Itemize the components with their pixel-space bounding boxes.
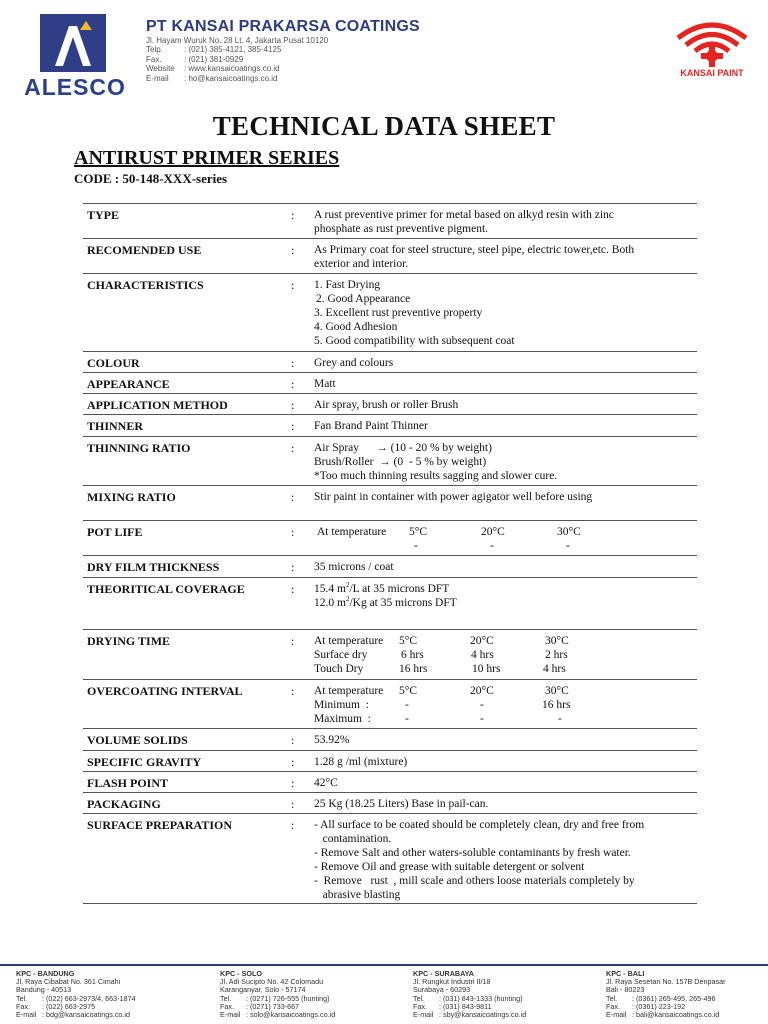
temp-header: At temperature 5°C 20°C 30°C [317, 526, 581, 538]
company-website: Website : www.kansaicoatings.co.id [146, 64, 280, 74]
spec-label: TYPE [87, 208, 120, 222]
spec-label: MIXING RATIO [87, 490, 176, 504]
spec-row-mixing-ratio: MIXING RATIO : Stir paint in container with power agigator well before using [83, 486, 697, 521]
office-solo: KPC - SOLO Jl. Adi Sucipto No. 42 Colomadu Karanganyar, Solo - 57174 Tel. : (0271) 726-555 (hunting) Fax. : (0271) 733-667 E-mail : solo@kansaicoatings.co.id [220, 969, 336, 1020]
spec-label: PACKAGING [87, 797, 161, 811]
spec-label: FLASH POINT [87, 776, 169, 790]
company-fax: Fax. : (021) 381-0929 [146, 54, 244, 64]
spec-row-specific-gravity: SPECIFIC GRAVITY : 1.28 g /ml (mixture) [83, 751, 697, 772]
alesco-logo [16, 14, 134, 100]
spec-label: DRYING TIME [87, 634, 171, 648]
spec-row-volume-solids: VOLUME SOLIDS : 53.92% [83, 729, 697, 751]
product-code: CODE : 50-148-XXX-series [74, 171, 228, 186]
spec-row-appearance: APPEARANCE : Matt [83, 373, 697, 394]
spec-value: - All surface to be coated should be completely clean, dry and free from contamination. - Remove Salt and other waters-soluble contaminants by fresh water. - Remove Oil and grease with suitable detergent or solvent - Remove rust , mill scale and others loose materials completely by abrasive blasting [314, 819, 645, 901]
spec-value: Matt [314, 378, 336, 390]
spec-row-theoretical-coverage: THEORITICAL COVERAGE : 15.4 $m^2/L$ at 35 microns DFT 12.0 $m^2/Kg$ at 35 microns DFT [83, 578, 697, 630]
spec-label: THEORITICAL COVERAGE [87, 582, 245, 596]
spec-value: 42°C [314, 777, 338, 789]
office-surabaya: KPC - SURABAYA Jl. Rungkut Industri II/18 Surabaya - 60293 Tel. : (031) 843-1333 (hunting) Fax. : (031) 843-9811 E-mail : sby@kansaicoatings.co.id [413, 969, 527, 1020]
spec-value: 15.4 $m^2/L$ at 35 microns DFT 12.0 $m^2/Kg$ at 35 microns DFT [314, 581, 457, 609]
spec-value [314, 684, 692, 726]
spec-label: COLOUR [87, 356, 140, 370]
spec-value: Air Spray → (10 - 20 % by weight) Brush/Roller → (0 - 5 % by weight) *Too much thinning results sagging and slower cure. [314, 442, 558, 482]
spec-row-thinner: THINNER : Fan Brand Paint Thinner [83, 415, 697, 437]
kansai-logo-text: KANSAI PAINT [680, 68, 744, 78]
spec-table [83, 203, 697, 904]
spec-label: SPECIFIC GRAVITY [87, 755, 202, 769]
spec-value: A rust preventive primer for metal based on alkyd resin with zinc phosphate as rust preventive pigment. [314, 209, 614, 235]
spec-row-flash-point: FLASH POINT : 42°C [83, 772, 697, 793]
office-bali: KPC - BALI Jl. Raya Sesetan No. 157B Denpasar Bali - 80223 Tel. : (0361) 265-495, 265-496 Fax. : (0361) 223-192 E-mail : bali@kansaicoatings.co.id [606, 969, 726, 1020]
spec-value: Stir paint in container with power agigator well before using [314, 491, 593, 503]
temp-row: Touch Dry 16 hrs 10 hrs 4 hrs [314, 663, 566, 675]
temp-row: Minimum : - - 16 hrs [314, 699, 571, 711]
company-info [146, 18, 526, 83]
kansai-radar-icon [670, 18, 754, 70]
spec-row-overcoating-interval: OVERCOATING INTERVAL : At temperature 5°C 20°C 30°C Minimum : - - 16 hrs Maximum : - - - [83, 680, 697, 729]
spec-label: SURFACE PREPARATION [87, 818, 233, 832]
company-address: Jl. Hayam Wuruk No. 28 Lt. 4, Jakarta Pusat 10120 [146, 36, 329, 45]
spec-row-pot-life: POT LIFE : At temperature 5°C 20°C 30°C - - - [83, 521, 697, 556]
spec-value: Fan Brand Paint Thinner [314, 420, 428, 432]
spec-label: VOLUME SOLIDS [87, 733, 188, 747]
company-telp: Telp. : (021) 385-4121, 385-4125 [146, 45, 282, 55]
kansai-paint-logo [670, 18, 754, 78]
spec-row-thinning-ratio: THINNING RATIO : Air Spray → (10 - 20 % by weight) Brush/Roller → (0 - 5 % by weight) *Too much thinning results sagging and slower cure. [83, 437, 697, 486]
footer-divider [0, 964, 768, 966]
company-email: E-mail : ho@kansaicoatings.co.id [146, 73, 278, 83]
spec-value: 1. Fast Drying 2. Good Appearance 3. Excellent rust preventive property 4. Good Adhesion 5. Good compatibility with subsequent coat [314, 279, 515, 347]
spec-label: DRY FILM THICKNESS [87, 560, 220, 574]
spec-label: CHARACTERISTICS [87, 278, 204, 292]
spec-value: 25 Kg (18.25 Liters) Base in pail-can. [314, 798, 489, 810]
spec-value: Grey and colours [314, 357, 394, 369]
spec-value: 53.92% [314, 734, 350, 746]
temp-row: Maximum : - - - [314, 713, 562, 725]
spec-value: As Primary coat for steel structure, steel pipe, electric tower,etc. Both exterior and interior. [314, 244, 635, 270]
alesco-logo-mark [40, 14, 106, 72]
temp-header: At temperature 5°C 20°C 30°C [314, 685, 569, 697]
spec-row-dry-film-thickness: DRY FILM THICKNESS : 35 microns / coat [83, 556, 697, 578]
spec-row-packaging: PACKAGING : 25 Kg (18.25 Liters) Base in pail-can. [83, 793, 697, 814]
spec-row-type: TYPE : A rust preventive primer for metal based on alkyd resin with zinc phosphate as rust preventive pigment. [83, 204, 697, 239]
spec-label: RECOMENDED USE [87, 243, 202, 257]
temp-row: - - - [414, 540, 570, 552]
document-title: TECHNICAL DATA SHEET [212, 111, 556, 141]
alesco-logo-text: ALESCO [24, 74, 126, 100]
spec-label: THINNING RATIO [87, 441, 191, 455]
spec-row-drying-time: DRYING TIME : At temperature 5°C 20°C 30°C Surface dry 6 hrs 4 hrs 2 hrs Touch Dry 16 hrs 10 hrs 4 hrs [83, 630, 697, 680]
spec-row-application-method: APPLICATION METHOD : Air spray, brush or roller Brush [83, 394, 697, 415]
spec-label: APPEARANCE [87, 377, 170, 391]
spec-row-colour: COLOUR : Grey and colours [83, 352, 697, 373]
spec-row-characteristics: CHARACTERISTICS : 1. Fast Drying 2. Good Appearance 3. Excellent rust preventive property 4. Good Adhesion 5. Good compatibility with subsequent coat [83, 274, 697, 352]
temp-row: Surface dry 6 hrs 4 hrs 2 hrs [314, 649, 568, 661]
spec-label: OVERCOATING INTERVAL [87, 684, 243, 698]
spec-label: POT LIFE [87, 525, 143, 539]
spec-value [314, 634, 692, 676]
spec-value [314, 525, 692, 553]
alesco-a-icon [40, 14, 106, 72]
product-series: ANTIRUST PRIMER SERIES [74, 147, 340, 169]
spec-value: Air spray, brush or roller Brush [314, 399, 459, 411]
spec-label: THINNER [87, 419, 144, 433]
spec-value: 1.28 g /ml (mixture) [314, 756, 408, 768]
spec-row-recommended-use: RECOMENDED USE : As Primary coat for steel structure, steel pipe, electric tower,etc. Both exterior and interior. [83, 239, 697, 274]
temp-header: At temperature 5°C 20°C 30°C [314, 635, 569, 647]
office-bandung: KPC - BANDUNG Jl. Raya Cibabat No. 361 Cimahi Bandung - 40513 Tel. : (022) 663-2973/4, 663-1874 Fax. : (022) 663-2975 E-mail : bdg@kansaicoatings.co.id [16, 969, 136, 1020]
company-name: PT KANSAI PRAKARSA COATINGS [146, 18, 420, 35]
spec-label: APPLICATION METHOD [87, 398, 228, 412]
spec-row-surface-preparation: SURFACE PREPARATION : - All surface to be coated should be completely clean, dry and free from contamination. - Remove Salt and other waters-soluble contaminants by fresh water. - Remove Oil and grease with suitable detergent or solvent - Remove rust , mill scale and others loose materials completely by abrasive blasting [83, 814, 697, 904]
spec-value: 35 microns / coat [314, 561, 394, 573]
